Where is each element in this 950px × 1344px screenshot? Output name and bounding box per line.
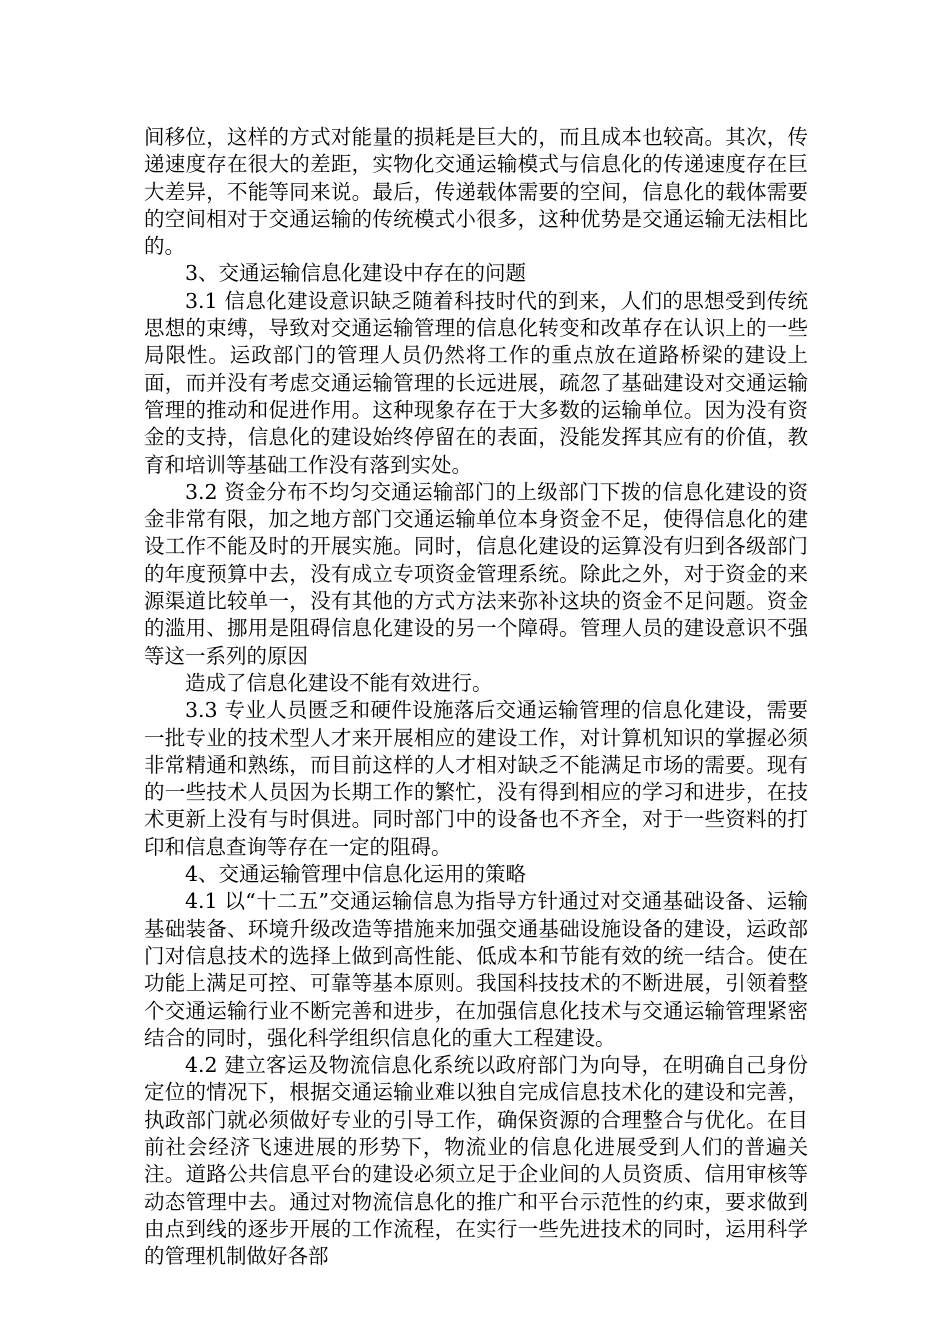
section-heading-4: 4、交通运输管理中信息化运用的策略 xyxy=(185,862,527,887)
paragraph-3-2: 3.2 资金分布不均匀交通运输部门的上级部门下拨的信息化建设的资金非常有限，加之地方部门交通运输单位本身资金不足，使得信息化的建设工作不能及时的开展实施。同时，信息化建设的运算没有归到各级部门的年度预算中去，没有成立专项资金管理系统。除此之外，对于资金的来源渠道比较单一，没有其他的方式方法来弥补这块的资金不足问题。资金的滥用、挪用是阻碍信息化建设的另一个障碍。管理人员的建设意识不强等这一系列的原因 xyxy=(144,479,808,668)
paragraph-3-1: 3.1 信息化建设意识缺乏随着科技时代的到来，人们的思想受到传统思想的束缚，导致对交通运输管理的信息化转变和改革存在认识上的一些局限性。运政部门的管理人员仍然将工作的重点放在道路桥梁的建设上面，而并没有考虑交通运输管理的长远进展，疏忽了基础建设对交通运输管理的推动和促进作用。这种现象存在于大多数的运输单位。因为没有资金的支持，信息化的建设始终停留在的表面，没能发挥其应有的价值，教育和培训等基础工作没有落到实处。 xyxy=(144,288,808,477)
paragraph-4-2: 4.2 建立客运及物流信息化系统以政府部门为向导，在明确自己身份定位的情况下，根据交通运输业难以独自完成信息技术化的建设和完善，执政部门就必须做好专业的引导工作，确保资源的合理整合与优化。在目前社会经济飞速进展的形势下，物流业的信息化进展受到人们的普遍关注。道路公共信息平台的建设必须立足于企业间的人员资质、信用审核等动态管理中去。通过对物流信息化的推广和平台示范性的约束，要求做到由点到线的逐步开展的工作流程，在实行一些先进技术的同时，运用科学的管理机制做好各部 xyxy=(144,1053,808,1269)
section-heading-3: 3、交通运输信息化建设中存在的问题 xyxy=(185,261,527,286)
paragraph-3-3: 3.3 专业人员匮乏和硬件设施落后交通运输管理的信息化建设，需要一批专业的技术型人才来开展相应的建设工作，对计算机知识的掌握必须非常精通和熟练，而目前这样的人才相对缺乏不能满足市场的需要。现有的一些技术人员因为长期工作的繁忙，没有得到相应的学习和进步，在技术更新上没有与时俱进。同时部门中的设备也不齐全，对于一些资料的打印和信息查询等存在一定的阻碍。 xyxy=(144,698,808,859)
document-page xyxy=(144,124,808,1270)
paragraph-continuation: 间移位，这样的方式对能量的损耗是巨大的，而且成本也较高。其次，传递速度存在很大的差距，实物化交通运输模式与信息化的传递速度存在巨大差异，不能等同来说。最后，传递载体需要的空间，信息化的载体需要的空间相对于交通运输的传统模式小很多，这种优势是交通运输无法相比的。 xyxy=(144,125,808,259)
paragraph-4-1: 4.1 以“十二五”交通运输信息为指导方针通过对交通基础设备、运输基础装备、环境升级改造等措施来加强交通基础设施设备的建设，运政部门对信息技术的选择上做到高性能、低成本和节能有效的统一结合。使在功能上满足可控、可靠等基本原则。我国科技技术的不断进展，引领着整个交通运输行业不断完善和进步，在加强信息化技术与交通运输管理紧密结合的同时，强化科学组织信息化的重大工程建设。 xyxy=(144,889,808,1050)
paragraph-3-2-continuation: 造成了信息化建设不能有效进行。 xyxy=(185,670,493,695)
